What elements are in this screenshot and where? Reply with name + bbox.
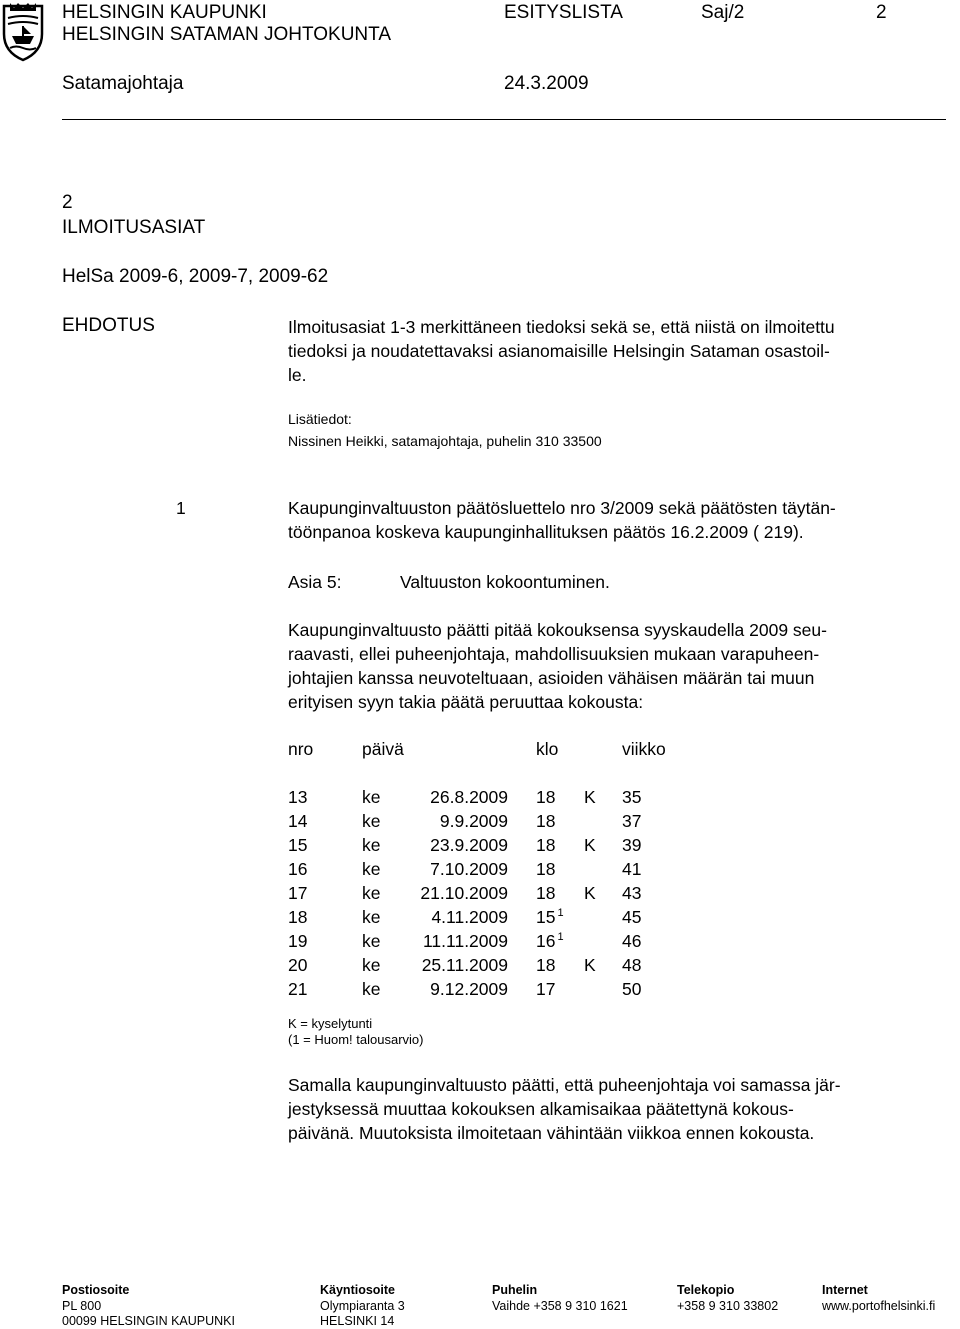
doc-code: Saj/2 — [701, 2, 745, 23]
paragraph-line: Kaupunginvaltuusto päätti pitää kokouksensa syyskaudella 2009 seu- — [288, 620, 827, 640]
row-number: 14 — [288, 811, 308, 831]
section-refs: HelSa 2009-6, 2009-7, 2009-62 — [62, 266, 329, 287]
row-time: 18 — [536, 787, 556, 807]
row-number: 21 — [288, 979, 308, 999]
row-week: 41 — [622, 859, 642, 879]
row-weekday: ke — [362, 931, 381, 951]
table-header-nro: nro — [288, 739, 314, 759]
row-date: 26.8.2009 — [430, 787, 508, 807]
row-number: 16 — [288, 859, 308, 879]
info-label: Lisätiedot: — [288, 411, 352, 427]
footer-visit-line: Olympiaranta 3 — [320, 1299, 405, 1313]
proposal-label: EHDOTUS — [62, 315, 155, 336]
row-weekday: ke — [362, 787, 381, 807]
row-date: 25.11.2009 — [421, 955, 508, 975]
header-divider — [62, 119, 946, 120]
row-time: 18 — [536, 859, 556, 879]
info-text: Nissinen Heikki, satamajohtaja, puhelin 310 33500 — [288, 433, 602, 449]
item-line: töönpanoa koskeva kaupunginhallituksen päätös 16.2.2009 ( 219). — [288, 522, 804, 542]
table-header-week: viikko — [622, 739, 666, 759]
row-number: 15 — [288, 835, 308, 855]
org-name: HELSINGIN KAUPUNKI — [62, 2, 267, 23]
row-date: 9.9.2009 — [439, 811, 508, 831]
row-weekday: ke — [362, 907, 381, 927]
row-number: 17 — [288, 883, 308, 903]
row-date: 4.11.2009 — [431, 907, 508, 927]
row-week: 35 — [622, 787, 642, 807]
row-time: 18 — [536, 955, 556, 975]
footer-postal-line: 00099 HELSINGIN KAUPUNKI — [62, 1314, 235, 1328]
row-week: 46 — [622, 931, 642, 951]
row-weekday: ke — [362, 835, 381, 855]
footer-fax-line: +358 9 310 33802 — [677, 1299, 779, 1313]
row-time-footnote: 1 — [557, 931, 564, 943]
proposal-line: le. — [288, 365, 307, 385]
row-weekday: ke — [362, 883, 381, 903]
row-time: 18 — [536, 883, 556, 903]
author-role: Satamajohtaja — [62, 73, 184, 94]
item-number: 1 — [176, 498, 186, 518]
row-date: 23.9.2009 — [430, 835, 508, 855]
proposal-line: tiedoksi ja noudatettavaksi asianomaisille Helsingin Sataman osastoil- — [288, 341, 830, 361]
row-number: 18 — [288, 907, 308, 927]
row-time: 18 — [536, 835, 556, 855]
row-number: 13 — [288, 787, 308, 807]
footer-phone-line: Vaihde +358 9 310 1621 — [492, 1299, 628, 1313]
row-question-hour: K — [584, 787, 596, 807]
row-date: 7.10.2009 — [430, 859, 508, 879]
row-week: 43 — [622, 883, 642, 903]
doc-type: ESITYSLISTA — [504, 2, 623, 23]
row-weekday: ke — [362, 859, 381, 879]
row-question-hour: K — [584, 883, 596, 903]
footer-fax-title: Telekopio — [677, 1283, 735, 1297]
row-time: 17 — [536, 979, 556, 999]
page-number: 2 — [876, 2, 887, 23]
footer-visit-line: HELSINKI 14 — [320, 1314, 395, 1328]
paragraph-line: päivänä. Muutoksista ilmoitetaan vähintään viikkoa ennen kokousta. — [288, 1123, 815, 1143]
row-time-footnote: 1 — [557, 907, 564, 919]
note-budget: (1 = Huom! talousarvio) — [288, 1032, 424, 1047]
paragraph-line: raavasti, ellei puheenjohtaja, mahdollisuuksien mukaan varapuheen- — [288, 644, 820, 664]
doc-date: 24.3.2009 — [504, 73, 589, 94]
board-name: HELSINGIN SATAMAN JOHTOKUNTA — [62, 24, 392, 45]
section-number: 2 — [62, 192, 73, 213]
paragraph-line: johtajien kanssa neuvoteltuaan, asioiden vähäisen määrän tai muun — [288, 668, 815, 688]
table-header-day: päivä — [362, 739, 404, 759]
row-date: 9.12.2009 — [430, 979, 508, 999]
row-date: 21.10.2009 — [420, 883, 508, 903]
paragraph-line: erityisen syyn takia päätä peruuttaa kokousta: — [288, 692, 644, 712]
row-number: 19 — [288, 931, 308, 951]
row-week: 45 — [622, 907, 642, 927]
proposal-line: Ilmoitusasiat 1-3 merkittäneen tiedoksi sekä se, että niistä on ilmoitettu — [288, 317, 835, 337]
row-date: 11.11.2009 — [423, 931, 508, 951]
topic-label: Asia 5: — [288, 572, 342, 592]
row-time: 18 — [536, 811, 556, 831]
row-week: 48 — [622, 955, 642, 975]
note-k: K = kyselytunti — [288, 1016, 373, 1031]
row-question-hour: K — [584, 955, 596, 975]
item-line: Kaupunginvaltuuston päätösluettelo nro 3/2009 sekä päätösten täytän- — [288, 498, 836, 518]
table-header-time: klo — [536, 739, 559, 759]
row-weekday: ke — [362, 955, 381, 975]
row-week: 39 — [622, 835, 642, 855]
row-time: 15 $^1$ — [536, 907, 564, 927]
row-week: 50 — [622, 979, 642, 999]
topic-title: Valtuuston kokoontuminen. — [400, 572, 610, 592]
footer-phone-title: Puhelin — [492, 1283, 538, 1297]
row-weekday: ke — [362, 979, 381, 999]
footer-postal-title: Postiosoite — [62, 1283, 130, 1297]
helsinki-crest-icon — [0, 0, 46, 62]
footer-internet-link[interactable]: www.portofhelsinki.fi — [822, 1299, 936, 1313]
footer-visit-title: Käyntiosoite — [320, 1283, 396, 1297]
row-week: 37 — [622, 811, 642, 831]
row-question-hour: K — [584, 835, 596, 855]
paragraph-line: jestyksessä muuttaa kokouksen alkamisaikaa päätettynä kokous- — [288, 1099, 794, 1119]
footer-internet-title: Internet — [822, 1283, 868, 1297]
footer-postal-line: PL 800 — [62, 1299, 102, 1313]
row-weekday: ke — [362, 811, 381, 831]
row-number: 20 — [288, 955, 308, 975]
row-time: 16 $^1$ — [536, 931, 564, 951]
section-title: ILMOITUSASIAT — [62, 217, 206, 238]
paragraph-line: Samalla kaupunginvaltuusto päätti, että puheenjohtaja voi samassa jär- — [288, 1075, 841, 1095]
